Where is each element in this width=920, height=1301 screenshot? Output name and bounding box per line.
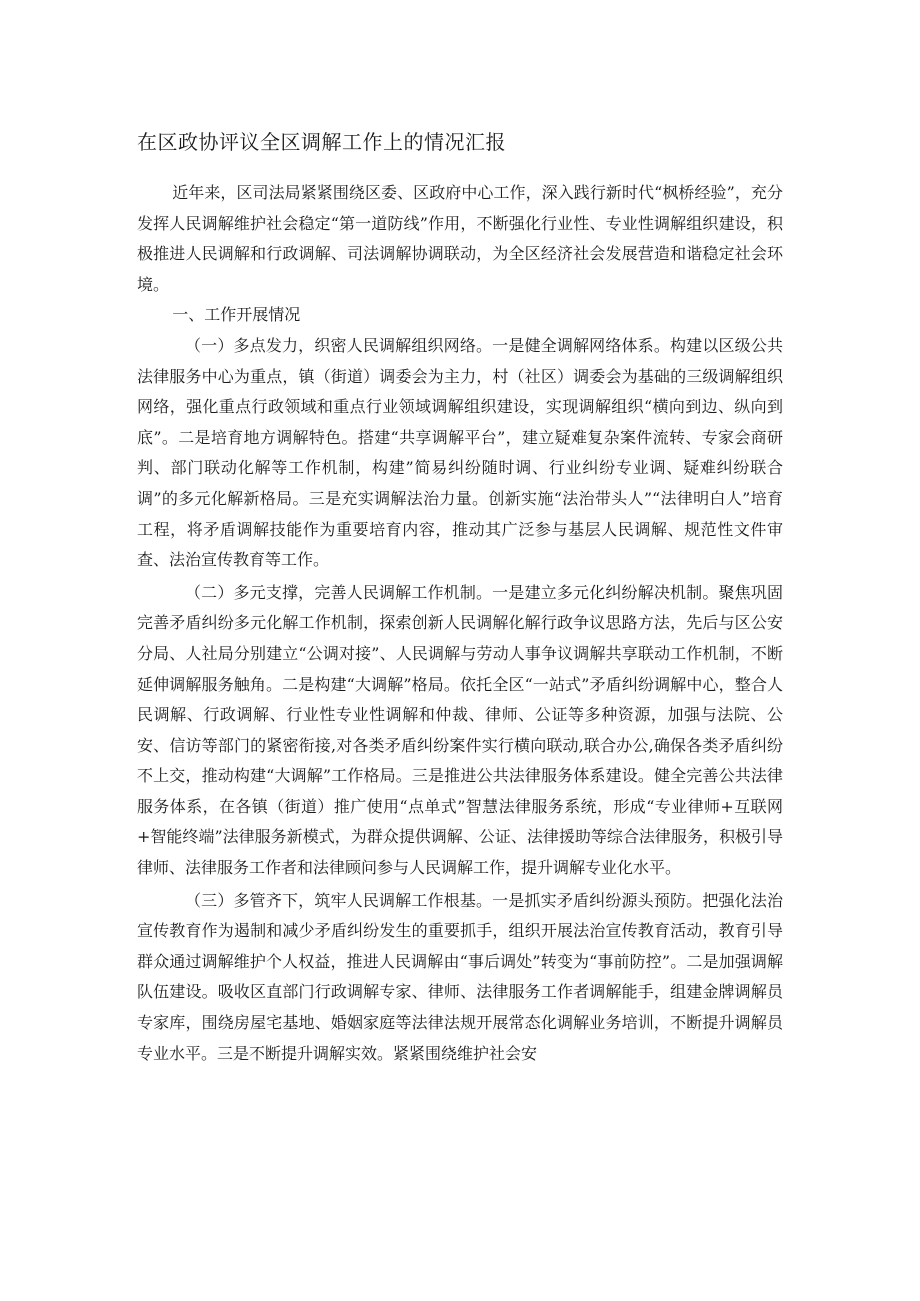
document-title: 在区政协评议全区调解工作上的情况汇报: [137, 130, 506, 154]
paragraph-part-2: （二）多元支撑，完善人民调解工作机制。一是建立多元化纠纷解决机制。聚焦巩固完善矛盾纠纷多元化解工作机制，探索创新人民调解化解行政争议思路方法，先后与区公安分局、人社局分别建立“公调对接”、人民调解与劳动人事争议调解共享联动工作机制，不断延伸调解服务触角。二是构建“大调解”格局。依托全区“一站式”矛盾纠纷调解中心，整合人民调解、行政调解、行业性专业性调解和仲裁、律师、公证等多种资源，加强与法院、公安、信访等部门的紧密衔接,对各类矛盾纠纷案件实行横向联动,联合办公,确保各类矛盾纠纷不上交，推动构建“大调解”工作格局。三是推进公共法律服务体系建设。健全完善公共法律服务体系，在各镇（街道）推广使用“点单式”智慧法律服务系统，形成“专业律师+互联网+智能终端”法律服务新模式，为群众提供调解、公证、法律援助等综合法律服务，积极引导律师、法律服务工作者和法律顾问参与人民调解工作，提升调解专业化水平。: [137, 582, 783, 878]
intro-paragraph: 近年来，区司法局紧紧围绕区委、区政府中心工作，深入践行新时代“枫桥经验”，充分发挥人民调解维护社会稳定“第一道防线”作用，不断强化行业性、专业性调解组织建设，积极推进人民调解和行政调解、司法调解协调联动，为全区经济社会发展营造和谐稳定社会环境。: [137, 183, 783, 294]
document-body: [137, 178, 783, 1069]
paragraph-part-3: （三）多管齐下，筑牢人民调解工作根基。一是抓实矛盾纠纷源头预防。把强化法治宣传教育作为遏制和减少矛盾纠纷发生的重要抓手，组织开展法治宣传教育活动，教育引导群众通过调解维护个人权益，推进人民调解由“事后调处”转变为“事前防控”。二是加强调解队伍建设。吸收区直部门行政调解专家、律师、法律服务工作者调解能手，组建金牌调解员专家库，围绕房屋宅基地、婚姻家庭等法律法规开展常态化调解业务培训，不断提升调解员专业水平。三是不断提升调解实效。紧紧围绕维护社会安: [137, 890, 783, 1063]
section-heading-work-status: 一、工作开展情况: [172, 305, 301, 325]
paragraph-part-1: （一）多点发力，织密人民调解组织网络。一是健全调解网络体系。构建以区级公共法律服务中心为重点，镇（街道）调委会为主力，村（社区）调委会为基础的三级调解组织网络，强化重点行政领域和重点行业领域调解组织建设，实现调解组织“横向到边、纵向到底”。二是培育地方调解特色。搭建“共享调解平台”，建立疑难复杂案件流转、专家会商研判、部门联动化解等工作机制，构建”简易纠纷随时调、行业纠纷专业调、疑难纠纷联合调”的多元化解新格局。三是充实调解法治力量。创新实施“法治带头人”“法律明白人”培育工程，将矛盾调解技能作为重要培育内容，推动其广泛参与基层人民调解、规范性文件审查、法治宣传教育等工作。: [137, 335, 783, 570]
